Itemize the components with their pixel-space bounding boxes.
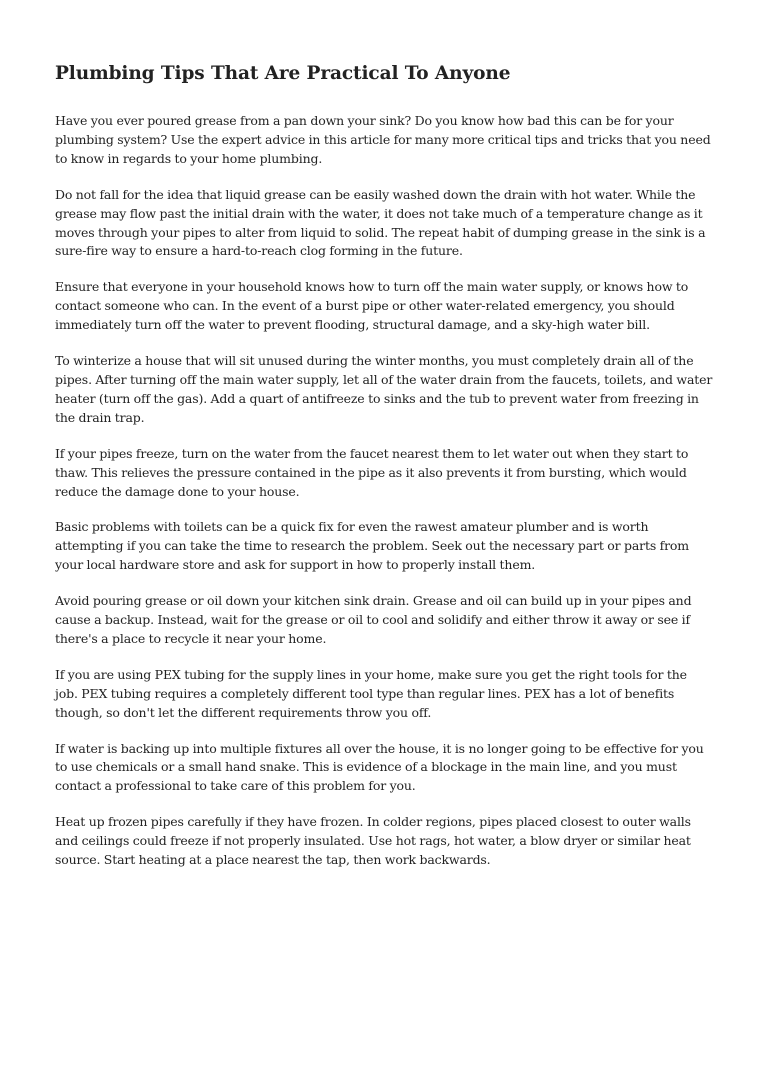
paragraph-avoid-grease: Avoid pouring grease or oil down your kitchen sink drain. Grease and oil can build up in your pipes and cause a backup. Instead, wait for the grease or oil to cool and solidify and either throw it away or see if there's a place to recycle it near your home. — [55, 593, 692, 646]
paragraph-liquid-grease: Do not fall for the idea that liquid grease can be easily washed down the drain with hot water. While the grease may flow past the initial drain with the water, it does not take much of a temperature change as it moves through your pipes to alter from liquid to solid. The repeat habit of dumping grease in the sink is a sure-fire way to ensure a hard-to-reach clog forming in the future. — [55, 186, 706, 259]
paragraph-intro: Have you ever poured grease from a pan down your sink? Do you know how bad this can be for your plumbing system? Use the expert advice in this article for many more critical tips and tricks that you need to know in regards to your home plumbing. — [55, 113, 711, 166]
paragraph-winterize: To winterize a house that will sit unused during the winter months, you must completely drain all of the pipes. After turning off the main water supply, let all of the water drain from the faucets, toilets, and water heater (turn off the gas). Add a quart of antifreeze to sinks and the tub to prevent water from freezing in the drain trap. — [55, 353, 713, 425]
paragraph-main-line-blockage: If water is backing up into multiple fixtures all over the house, it is no longer going to be effective for you to use chemicals or a small hand snake. This is evidence of a blockage in the main line, and you must contact a professional to take care of this problem for you. — [55, 740, 704, 794]
paragraph-heat-frozen-pipes: Heat up frozen pipes carefully if they have frozen. In colder regions, pipes placed closest to outer walls and ceilings could freeze if not properly insulated. Use hot rags, hot water, a blow dryer or similar heat source. Start heating at a place nearest the tap, then work backwards. — [55, 814, 691, 868]
paragraph-pex-tubing: If you are using PEX tubing for the supply lines in your home, make sure you get the right tools for the job. PEX tubing requires a completely different tool type than regular lines. PEX has a lot of benefits though, so don't let the different requirements throw you off. — [55, 666, 687, 720]
paragraph-pipes-freeze: If your pipes freeze, turn on the water from the faucet nearest them to let water out when they start to thaw. This relieves the pressure contained in the pipe as it also prevents it from bursting, which would reduce the damage done to your house. — [55, 445, 689, 499]
page-title: Plumbing Tips That Are Practical To Anyone — [55, 63, 511, 84]
paragraph-main-water-supply: Ensure that everyone in your household knows how to turn off the main water supply, or knows how to contact someone who can. In the event of a burst pipe or other water-related emergency, you should immediately turn off the water to prevent flooding, structural damage, and a sky-high water bill. — [55, 279, 689, 333]
paragraph-toilet-problems: Basic problems with toilets can be a quick fix for even the rawest amateur plumber and is worth attempting if you can take the time to research the problem. Seek out the necessary part or parts from your local hardware store and ask for support in how to properly install them. — [55, 519, 689, 573]
